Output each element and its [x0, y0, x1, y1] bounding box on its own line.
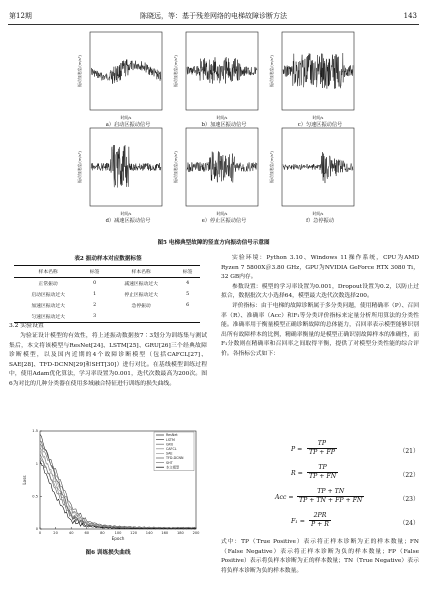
- table-row: [14, 278, 200, 290]
- figure-6-caption: 图6 训练损失曲线: [85, 550, 131, 556]
- equation-lhs: R =: [291, 470, 303, 477]
- equation-numerator: TP: [307, 440, 337, 449]
- panel-d-caption: d）减速区振动信号: [105, 218, 151, 224]
- table-header-row: [14, 266, 200, 278]
- table-cell: 4: [186, 281, 190, 286]
- panel-ylabel: 振动加速度/(m/s²): [173, 55, 178, 87]
- equation-lhs: P =: [291, 446, 303, 453]
- vibration-panel: [269, 128, 354, 216]
- equation-24: [221, 512, 419, 534]
- loss-chart: [20, 425, 204, 545]
- legend-label: 本文模型: [166, 465, 180, 470]
- vibration-panel: [173, 128, 258, 216]
- paragraph: 式中：TP（True Positive）表示将正样本诊断为正的样本数量；FN（False Negative）表示将正样本诊断为负的样本数量；FP（False Positive）表示将负样本诊断为正的样本数量；TN（True Negative）表示将负样本诊断为负的样本数量。: [221, 539, 419, 574]
- panel-c-caption: c）匀速区振动信号: [297, 122, 343, 128]
- x-tick-label: 60: [84, 531, 90, 535]
- table-header-cell: 标签: [89, 270, 100, 275]
- table-cell: 6: [186, 303, 190, 308]
- x-axis-label: Epoch: [111, 536, 125, 541]
- vibration-trace: [283, 152, 353, 183]
- equations: [221, 440, 419, 536]
- y-axis-label: Loss: [22, 475, 27, 485]
- figure-6: [20, 425, 204, 545]
- paragraph: 实验环境：Python 3.10、Windows 11操作系统，CPU为AMD Ryzen 7 5800X＠3.80 GHz，GPU为NVIDIA GeForce RTX 3080 Ti，32 GB内存。: [221, 255, 419, 281]
- panel-f-caption: f）急停振动: [306, 218, 334, 224]
- vibration-trace: [283, 53, 353, 89]
- panel-ylabel: 振动加速度/(m/s²): [269, 151, 274, 183]
- panel-xlabel: 时间/s: [216, 115, 228, 120]
- panel-ylabel: 振动加速度/(m/s²): [269, 55, 274, 87]
- table-cell: 匀速区振动过大: [31, 315, 65, 320]
- table-cell: [107, 311, 175, 323]
- x-tick-label: 200: [192, 531, 200, 535]
- x-tick-label: 120: [130, 531, 138, 535]
- header-rule: [8, 24, 419, 25]
- table-cell: 加速区振动过大: [31, 304, 65, 309]
- figure-5: [70, 28, 360, 236]
- equation-denominator: TP + TN + FP + FN: [299, 497, 363, 504]
- paragraph: 参数设置：模型的学习率设置为0.001，Dropout设置为0.2，以防止过拟合，数据批次大小选择64，模型最大迭代次数选择200。: [221, 283, 419, 300]
- issue-label: 第12期: [9, 12, 32, 20]
- x-tick-label: 180: [176, 531, 184, 535]
- table-row: [14, 300, 200, 311]
- table-cell: 1: [93, 292, 97, 297]
- vibration-panel: [269, 32, 354, 120]
- y-tick-label: 1.5: [32, 429, 38, 434]
- equation-lhs: F₁ =: [291, 518, 305, 525]
- table-cell: 0: [93, 281, 97, 286]
- table-cell: 急停振动: [131, 304, 151, 309]
- table-cell: 停止区振动过大: [124, 293, 158, 298]
- equation-numerator: 2PR: [309, 512, 331, 521]
- equation-number: （21）: [399, 448, 419, 455]
- equation-denominator: TP + FP: [309, 449, 335, 456]
- legend-label: SAE: [166, 451, 173, 456]
- y-tick-label: 1: [35, 461, 38, 466]
- equation-22: [221, 464, 419, 486]
- table-cell: 2: [93, 303, 97, 308]
- page-number: 143: [403, 12, 417, 20]
- x-tick-label: 20: [53, 531, 58, 535]
- x-tick-label: 40: [68, 531, 74, 535]
- table-2-title: 表2 振动样本对应数据标签: [74, 256, 142, 262]
- vibration-trace: [187, 57, 257, 84]
- panel-e-caption: e）停止区振动信号: [201, 218, 247, 224]
- equation-denominator: TP + FN: [309, 473, 337, 480]
- equation-number: （23）: [399, 496, 419, 503]
- legend-label: ResNet: [166, 433, 178, 438]
- panel-xlabel: 时间/s: [312, 211, 324, 216]
- section-heading: 3.2 实验设置: [9, 323, 44, 329]
- equation-numerator: TP + TN: [297, 488, 364, 497]
- table-cell: 减速区振动过大: [124, 282, 158, 287]
- table-2: [14, 265, 200, 323]
- equation-23: [221, 488, 419, 510]
- table-header-cell: 标签: [182, 270, 193, 275]
- vibration-trace: [187, 151, 257, 182]
- legend-label: SHT: [166, 460, 173, 465]
- running-title: 陈晓远，等：基于残差网络的电梯故障诊断方法: [140, 12, 287, 20]
- legend-label: TFD-DCNN: [166, 456, 184, 461]
- vibration-trace: [91, 145, 161, 187]
- table-row: [14, 289, 200, 300]
- table-cell: 启动区振动过大: [31, 293, 65, 298]
- paragraph: 为验证设计模型的有效性，将上述振动数据按7∶3划分为训练集与测试集后，本文将该模型与ResNet[24]、LSTM[25]、GRU[26]三个经典故障诊断模型，以及国内近期的4个故障诊断模型（包括CAFCL[27]、SAE[28]、TFD-DCNN[29]和SHT[30]）进行对比。在基线模型训练过程中，使用Adam优化算法，学习率设置为0.001，迭代次数最高为200次。图6为对比的几种分类器在使用多域融合特征进行训练的损失曲线。: [9, 333, 207, 387]
- panel-ylabel: 振动加速度/(m/s²): [77, 55, 82, 87]
- y-tick-label: 0: [35, 527, 38, 532]
- right-text-top: [221, 254, 419, 360]
- vibration-trace: [91, 59, 161, 83]
- x-tick-label: 80: [100, 531, 105, 535]
- table-header-cell: 样本名称: [38, 270, 58, 275]
- equation-21: [221, 440, 419, 462]
- legend-label: LSTM: [166, 437, 175, 442]
- table-cell: [175, 311, 200, 323]
- equation-numerator: TP: [307, 464, 338, 473]
- table-header-cell: 样本名称: [131, 270, 151, 275]
- panel-xlabel: 时间/s: [120, 211, 132, 216]
- equation-lhs: Acc =: [275, 494, 294, 501]
- legend-label: GRU: [166, 442, 174, 447]
- panel-xlabel: 时间/s: [120, 115, 132, 120]
- vibration-panel: [77, 32, 162, 120]
- legend-label: CAFCL: [166, 447, 177, 451]
- figure-5-caption: 图5 电梯典型故障的竖直方向振动信号示意图: [157, 240, 270, 246]
- panel-ylabel: 振动加速度/(m/s²): [77, 151, 82, 183]
- table-cell: 正常振动: [38, 282, 58, 287]
- x-tick-label: 140: [145, 531, 153, 535]
- table-cell: 3: [93, 314, 97, 319]
- y-tick-label: 0.5: [32, 494, 38, 499]
- equation-number: （24）: [399, 520, 419, 527]
- paragraph: 评价指标：由于电梯的故障诊断属于多分类问题，使用精确率（P）、召回率（R）、准确率（Acc）和F₁等分类评价指标来定量分析所用算法的分类性能。准确率用于衡量模型正确诊断故障的总体能力，召回率表示模型能够识别出所有故障样本的比例，精确率衡量的是模型正确识别故障样本的准确性，而F₁分数则在精确率和召回率之间取得平衡，提供了对模型分类性能的综合评价。各指标公式如下：: [221, 302, 419, 357]
- equation-denominator: P + R: [311, 521, 329, 528]
- panel-ylabel: 振动加速度/(m/s²): [173, 151, 178, 183]
- left-text: [9, 332, 207, 390]
- table-cell: 5: [186, 292, 190, 297]
- vibration-panel: [173, 32, 258, 120]
- table-row: [14, 311, 200, 323]
- panel-xlabel: 时间/s: [216, 211, 228, 216]
- panel-b-caption: b）加速区振动信号: [201, 122, 247, 128]
- x-tick-label: 0: [38, 531, 42, 535]
- right-text-bottom: [221, 538, 419, 576]
- panel-xlabel: 时间/s: [312, 115, 324, 120]
- panel-a-caption: a）启动区振动信号: [105, 122, 151, 128]
- vibration-panel: [77, 128, 162, 216]
- x-tick-label: 160: [161, 531, 169, 535]
- x-tick-label: 100: [114, 531, 122, 535]
- equation-number: （22）: [399, 472, 419, 479]
